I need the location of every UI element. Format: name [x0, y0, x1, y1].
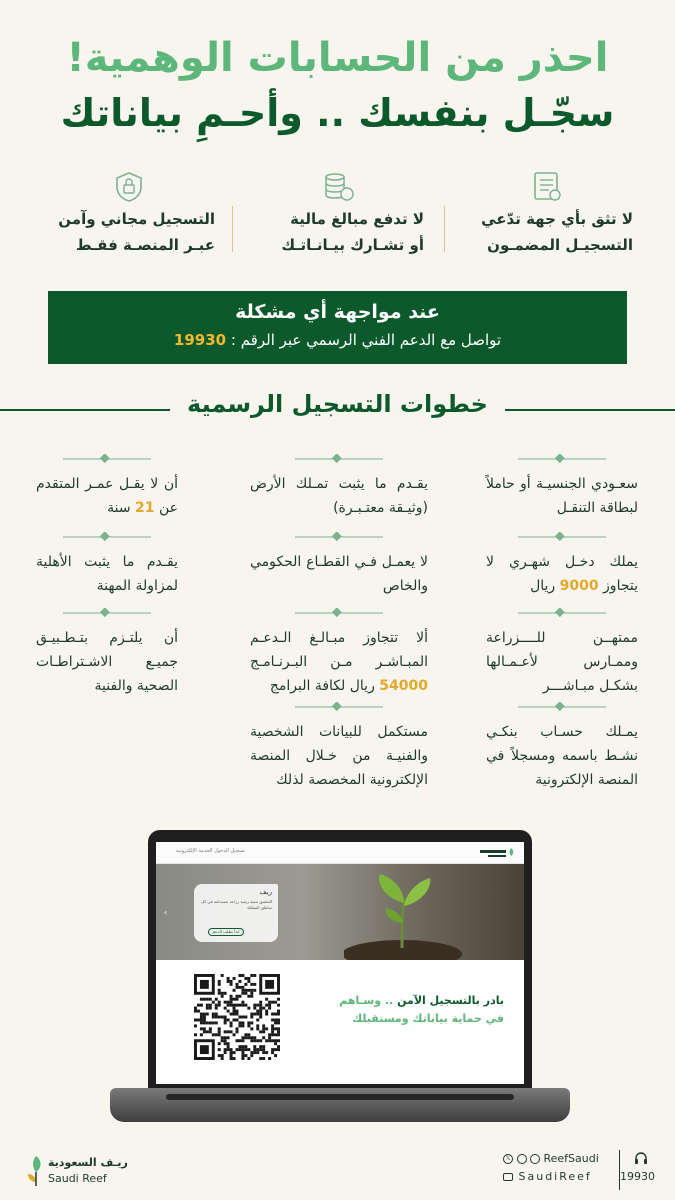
diamond-divider-icon — [295, 608, 383, 618]
tip-line: لا تثق بأي جهة تدّعي — [481, 210, 633, 228]
social-handles — [503, 1150, 613, 1186]
step-text: يملك دخـل شهـري لا يتجاوز — [486, 554, 638, 594]
tip-no-trust — [442, 168, 651, 258]
cta-line1 — [339, 992, 504, 1010]
step-item — [486, 472, 638, 520]
footer — [0, 1148, 675, 1194]
tip-text — [58, 206, 215, 258]
step-item — [36, 550, 178, 598]
tip-line: أو تشـارك بيـانـاتـك — [281, 236, 424, 254]
diamond-divider-icon — [518, 702, 606, 712]
social-row-1 — [503, 1152, 599, 1165]
qr-code-icon[interactable] — [194, 974, 280, 1060]
laptop-mockup — [110, 830, 570, 1128]
brand-name-ar: ريـف السعودية — [48, 1156, 128, 1169]
step-highlight: 54000 — [379, 678, 428, 694]
step-text: ريال — [530, 578, 560, 594]
tip-no-payment — [233, 168, 442, 258]
diamond-divider-icon — [63, 454, 151, 464]
step-highlight: 21 — [135, 500, 155, 516]
step-text: يمـلك حسـاب بنكـي نشـط باسمه ومسجلاً في المنصة الإلكترونية — [486, 724, 638, 788]
apply-support-button[interactable]: ابدأ بطلب الدعم — [208, 928, 244, 936]
site-navbar — [156, 842, 524, 864]
step-item — [486, 626, 638, 698]
tip-line: عبـر المنصـة فقـط — [75, 236, 215, 254]
cta-line2: في حماية بياناتك ومستقبلك — [352, 1012, 504, 1025]
hero-card-title: ريف — [259, 888, 272, 896]
diamond-divider-icon — [295, 532, 383, 542]
headset-icon — [633, 1150, 649, 1166]
step-item — [250, 626, 428, 698]
tip-text — [481, 206, 633, 258]
instagram-icon[interactable] — [530, 1154, 540, 1164]
step-item — [250, 720, 428, 792]
laptop-screen — [156, 842, 524, 1084]
tips-row — [24, 168, 651, 258]
step-text: سعـودي الجنسيـة أو حاملاً لبطاقة التنقـل — [486, 476, 638, 516]
step-item — [486, 550, 638, 598]
support-label: تواصل مع الدعم الفني الرسمي عبر الرقم : — [230, 331, 502, 349]
step-item — [250, 550, 428, 598]
snapchat-icon[interactable] — [517, 1154, 527, 1164]
support-number: 19930 — [173, 331, 227, 349]
youtube-icon[interactable] — [503, 1173, 513, 1181]
step-text: ألا تتجاوز مبـالـغ الـدعـم المبـاشـر مـن البـرنـامـج — [250, 630, 428, 670]
laptop-base — [110, 1088, 570, 1122]
diamond-divider-icon — [518, 454, 606, 464]
x-icon[interactable]: 𝕏 — [503, 1154, 513, 1164]
chevron-left-icon[interactable]: ‹ — [164, 908, 168, 917]
register-subtitle: سجّـل بنفسك .. وأحـمِ بياناتك — [60, 91, 615, 135]
warning-title: احذر من الحسابات الوهمية! — [66, 35, 609, 81]
step-text: ممتهــن للــــزراعة وممـارس لأعـمـالها بشكـل مبـاشـــر — [486, 630, 638, 694]
step-item — [250, 472, 428, 520]
handle-reefsaudi[interactable]: ReefSaudi — [543, 1152, 599, 1165]
hero-banner — [156, 864, 524, 960]
tip-line: لا تدفع مبالغ مالية — [290, 210, 424, 228]
headline — [0, 32, 675, 138]
diamond-divider-icon — [295, 454, 383, 464]
seedling-image — [344, 868, 464, 960]
steps-heading — [0, 390, 675, 430]
diamond-divider-icon — [63, 532, 151, 542]
tip-line: التسجيـل المضمـون — [487, 236, 633, 254]
diamond-divider-icon — [518, 608, 606, 618]
divider — [232, 206, 233, 252]
step-text: أن لا يقـل عمـر المتقدم عن — [36, 476, 178, 516]
document-list-icon — [529, 170, 565, 204]
nav-links[interactable]: تسجيل الدخول الخدمة الإلكترونية — [176, 848, 245, 854]
laptop-hinge — [166, 1094, 514, 1100]
support-title: عند مواجهة أي مشكلة — [235, 301, 440, 323]
step-text: مستكمل للبيانات الشخصية والفنيـة من خـلال المنصة الإلكترونية المخصصة لذلك — [250, 724, 428, 788]
tip-text — [281, 206, 424, 258]
support-text — [48, 329, 627, 351]
steps-title: خطوات التسجيل الرسمية — [187, 390, 488, 418]
cta-line1-b: .. وسـاهم — [339, 994, 398, 1007]
divider — [444, 206, 445, 252]
saudi-reef-logo-icon — [478, 846, 516, 860]
handle-saudireef[interactable]: SaudiReef — [518, 1170, 592, 1183]
diamond-divider-icon — [295, 702, 383, 712]
diamond-divider-icon — [518, 532, 606, 542]
step-item — [36, 472, 178, 520]
step-highlight: 9000 — [559, 578, 599, 594]
coins-stack-icon — [320, 170, 356, 204]
social-row-2 — [503, 1170, 592, 1183]
tip-free-secure — [24, 168, 233, 258]
saudi-reef-leaf-icon — [24, 1154, 46, 1188]
diamond-divider-icon — [63, 608, 151, 618]
step-item — [36, 626, 178, 698]
brand-logo — [24, 1154, 134, 1190]
qr-section — [156, 960, 524, 1084]
tip-line: التسجيل مجاني وآمن — [58, 210, 215, 228]
step-item — [486, 720, 638, 792]
cta-text — [339, 992, 504, 1028]
step-text: ريال لكافة البرامج — [269, 678, 380, 694]
shield-lock-icon — [111, 170, 147, 204]
cta-line1-a: بادر بالتسجيل الآمن — [397, 994, 504, 1007]
step-text: أن يلتـزم بتـطـبيـق جميـع الاشـتراطـات الصحية والفنية — [36, 630, 178, 694]
laptop-lid — [148, 830, 532, 1092]
step-text: يقـدم ما يثبت الأهلية لمزاولة المهنة — [36, 554, 178, 594]
step-text: يقـدم ما يثبت تمـلك الأرض (وثيـقة معتـبـرة) — [250, 476, 428, 516]
hotline — [619, 1150, 655, 1190]
support-box — [48, 291, 627, 364]
brand-name-en: Saudi Reef — [48, 1172, 107, 1185]
hero-card — [194, 884, 278, 942]
step-text: لا يعمـل فـي القطـاع الحكومي والخاص — [250, 554, 428, 594]
hotline-number[interactable]: 19930 — [620, 1170, 655, 1183]
hero-card-body: التحقيق تنمية ريفية زراعة مستدامة في كل مناطق المملكة — [201, 899, 272, 910]
step-text: سنة — [107, 500, 136, 516]
